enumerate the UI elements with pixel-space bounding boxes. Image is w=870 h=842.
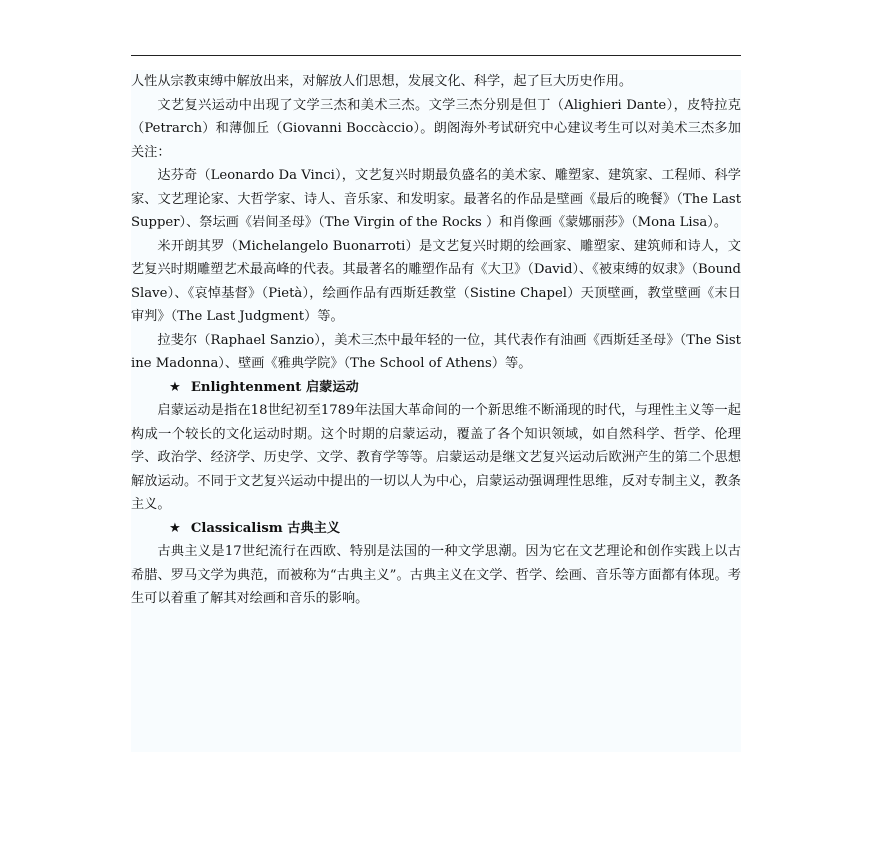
paragraph-classicalism: 古典主义是17世纪流行在西欧、特别是法国的一种文学思潮。因为它在文艺理论和创作实践上以古希腊、罗马文学为典范，而被称为“古典主义”。古典主义在文学、哲学、绘画、音乐等方面都有体现。考生可以着重了解其对绘画和音乐的影响。 [131,544,741,606]
paragraph-renaissance-masters: 文艺复兴运动中出现了文学三杰和美术三杰。文学三杰分别是但丁（Alighieri Dante），皮特拉克（Petrarch）和薄伽丘（Giovanni Boccàccio）。朗阁海外考试研究中心建议考生可以对美术三杰多加关注： [131,97,741,160]
paragraph-intro-continuation: 人性从宗教束缚中解放出来，对解放人们思想，发展文化、科学，起了巨大历史作用。 [131,74,633,89]
section-heading-classicalism [131,517,741,541]
section-heading-enlightenment-text: Enlightenment 启蒙运动 [190,379,359,395]
star-icon: ★ [169,520,181,536]
paragraph-michelangelo: 米开朗其罗（Michelangelo Buonarroti）是文艺复兴时期的绘画家、雕塑家、建筑师和诗人，文艺复兴时期雕塑艺术最高峰的代表。其最著名的雕塑作品有《大卫》（David）、《被束缚的奴隶》（Bound Slave）、《哀悼基督》（Pietà），绘画作品有西斯廷教堂（Sistine Chapel）天顶壁画，教堂壁画《末日审判》（The Last Judgment）等。 [131,238,741,324]
paragraph-enlightenment: 启蒙运动是指在18世纪初至1789年法国大革命间的一个新思维不断涌现的时代，与理性主义等一起构成一个较长的文化运动时期。这个时期的启蒙运动，覆盖了各个知识领域，如自然科学、哲学、伦理学、政治学、经济学、历史学、文学、教育学等等。启蒙运动是继文艺复兴运动后欧洲产生的第二个思想解放运动。不同于文艺复兴运动中提出的一切以人为中心，启蒙运动强调理性思维，反对专制主义，教条主义。 [131,403,741,512]
document-body [131,70,741,752]
paragraph-raphael: 拉斐尔（Raphael Sanzio），美术三杰中最年轻的一位，其代表作有油画《西斯廷圣母》（The Sistine Madonna）、壁画《雅典学院》（The School of Athens）等。 [131,332,741,371]
paragraph-da-vinci: 达芬奇（Leonardo Da Vinci），文艺复兴时期最负盛名的美术家、雕塑家、建筑家、工程师、科学家、文艺理论家、大哲学家、诗人、音乐家、和发明家。最著名的作品是壁画《最后的晚餐》（The Last Supper）、祭坛画《岩间圣母》（The Virgin of the Rocks ）和肖像画《蒙娜丽莎》（Mona Lisa）。 [131,168,741,230]
header-rule [131,55,741,56]
section-heading-enlightenment [131,376,741,400]
star-icon: ★ [169,379,181,395]
section-heading-classicalism-text: Classicalism 古典主义 [190,520,341,536]
